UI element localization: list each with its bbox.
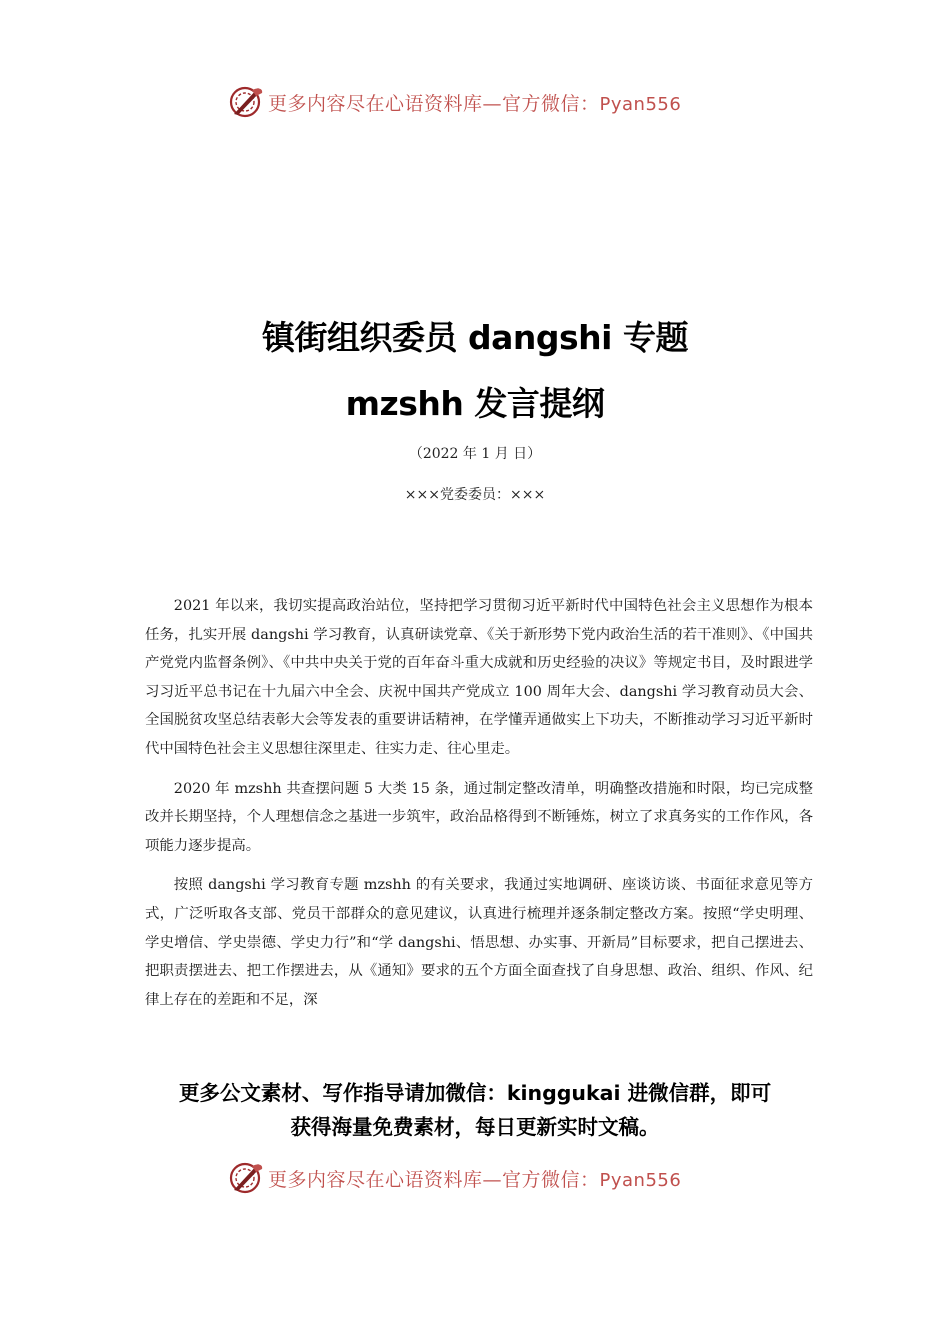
header-banner — [228, 82, 681, 122]
promo-line2: 获得海量免费素材，每日更新实时文稿。 — [290, 1115, 660, 1139]
footer-banner — [228, 1158, 681, 1198]
banner-text: 更多内容尽在心语资料库—官方微信：Pyan556 — [268, 1168, 682, 1191]
paragraph-2: 2020 年 mzshh 共查摆问题 5 大类 15 条，通过制定整改清单，明确整改措施和时限，均已完成整改并长期坚持，个人理想信念之基进一步筑牢，政治品格得到不断锤炼，树立了求真务实的工作作风，各项能力逐步提高。 — [145, 780, 813, 854]
document-body — [145, 592, 813, 1025]
promo-line1: 更多公文素材、写作指导请加微信：kinggukai 进微信群，即可 — [178, 1081, 772, 1105]
banner-text: 更多内容尽在心语资料库—官方微信：Pyan556 — [268, 92, 682, 115]
document-author: ×××党委委员：××× — [404, 487, 546, 503]
document-title-line2: mzshh 发言提纲 — [345, 384, 605, 423]
paragraph-3: 按照 dangshi 学习教育专题 mzshh 的有关要求，我通过实地调研、座谈访谈、书面征求意见等方式，广泛听取各支部、党员干部群众的意见建议，认真进行梳理并逐条制定整改方案。按照“学史明理、学史增信、学史崇德、学史力行”和“学 dangshi、悟思想、办实事、开新局”目标要求，把自己摆进去、把职责摆进去、把工作摆进去，从《通知》要求的五个方面全面查找了自身思想、政治、组织、作风、纪律上存在的差距和不足，深 — [145, 877, 813, 1008]
quill-logo-icon — [228, 1160, 264, 1196]
wechat-id: Pyan556 — [599, 1169, 682, 1191]
document-title-line1: 镇街组织委员 dangshi 专题 — [262, 318, 688, 357]
document-date: （2022 年 1 月 日） — [408, 446, 542, 462]
wechat-id: Pyan556 — [599, 93, 682, 115]
quill-logo-icon — [228, 84, 264, 120]
paragraph-1: 2021 年以来，我切实提高政治站位，坚持把学习贯彻习近平新时代中国特色社会主义思想作为根本任务，扎实开展 dangshi 学习教育，认真研读党章、《关于新形势下党内政治生活的若干准则》、《中国共产党党内监督条例》、《中共中央关于党的百年奋斗重大成就和历史经验的决议》等规定书目，及时跟进学习习近平总书记在十九届六中全会、庆祝中国共产党成立 100 周年大会、dangshi 学习教育动员大会、全国脱贫攻坚总结表彰大会等发表的重要讲话精神，在学懂弄通做实上下功夫，不断推动学习习近平新时代中国特色社会主义思想往深里走、往实力走、往心里走。 — [145, 598, 813, 757]
promo-notice — [0, 1076, 950, 1144]
